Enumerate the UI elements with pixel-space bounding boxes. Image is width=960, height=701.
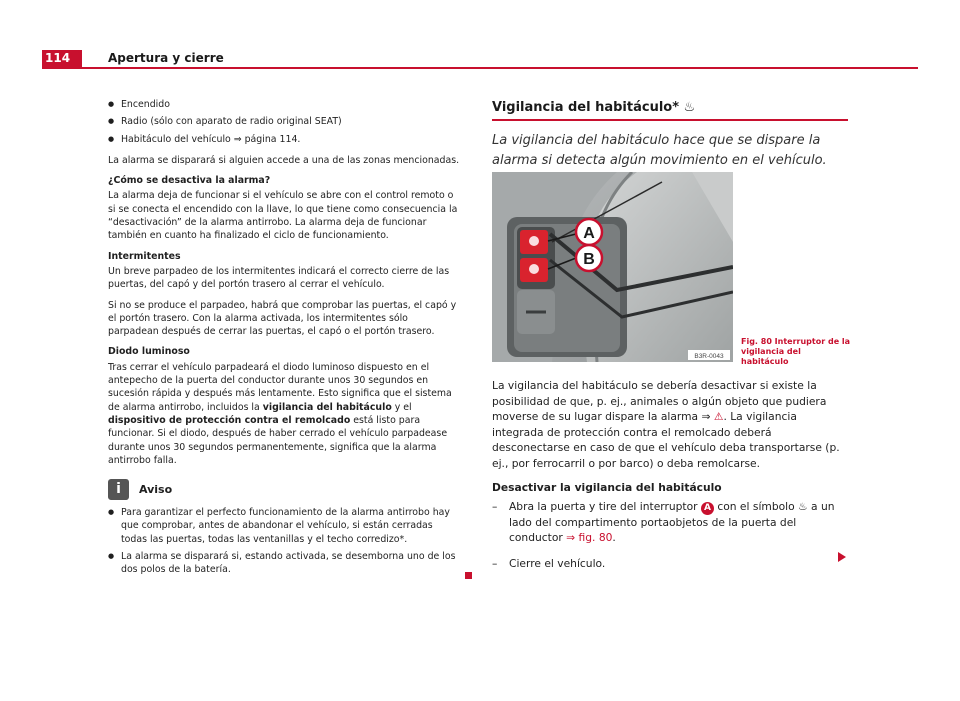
door-switch-illustration	[492, 172, 733, 362]
paragraph-indicators-1: Un breve parpadeo de los intermitentes indicará el correcto cierre de las puertas, del capó y del portón trasero al cerrar el vehículo.	[108, 265, 450, 291]
diode-text-d: dispositivo de protección contra el remolcado	[108, 414, 351, 426]
left-column	[108, 98, 460, 581]
diode-text-b: vigilancia del habitáculo	[262, 401, 392, 413]
callout-b: B	[583, 251, 595, 268]
callout-a-inline: A	[701, 502, 714, 515]
list-item: ● Radio (sólo con aparato de radio original SEAT)	[108, 115, 460, 128]
step-2: – Cierre el vehículo.	[492, 556, 848, 572]
note-header	[108, 479, 460, 500]
section-title: Vigilancia del habitáculo* ♨	[492, 100, 696, 115]
step1-text-c: .	[612, 531, 616, 544]
p1-text-b: . La vigilancia integrada de protección contra el remolcado deberá desconectarse en caso de que el vehículo deba transportarse (p. ej., por ferrocarril o por barco) o deba remolcarse.	[492, 410, 840, 470]
step1-text-a: Abra la puerta y tire del interruptor	[509, 499, 701, 513]
paragraph-diode	[108, 361, 460, 467]
right-column	[492, 98, 848, 171]
figure-caption: Fig. 80 Interruptor de la vigilancia del habitáculo	[741, 337, 851, 366]
info-icon: i	[108, 479, 129, 500]
paragraph-interior-monitoring	[492, 378, 848, 471]
p1-text-a: La vigilancia del habitáculo se debería desactivar si existe la posibilidad de que, p. ej., animales o algún objeto que pudiera moverse de su lugar dispare la alarma ⇒	[492, 379, 827, 423]
page-number: 114	[42, 50, 82, 67]
step-1	[492, 499, 848, 546]
figure-link[interactable]: ⇒ fig. 80	[566, 531, 613, 544]
callout-a: A	[583, 225, 595, 242]
note-item: ● La alarma se disparará si, estando activada, se desemborna uno de los dos polos de la batería.	[108, 550, 460, 577]
diode-text-c: y el	[391, 401, 412, 413]
subheading-deactivate-monitoring: Desactivar la vigilancia del habitáculo	[492, 481, 722, 494]
list-item: ● Encendido	[108, 98, 460, 111]
diode-text-e: está listo para funcionar. Si el diodo, después de haber cerrado el vehículo parpadease durante unos 30 segundos permanentemente, significa que la alarma antirrobo falla.	[108, 414, 448, 466]
diode-text-a: Tras cerrar el vehículo parpadeará el diodo luminoso dispuesto en el antepecho de la puerta del conductor durante unos 30 segundos en sucesión rápida y después más lentamente. Esto significa que el sistema de alarma antirrobo, incluidos la	[108, 361, 452, 413]
subheading-indicators: Intermitentes	[108, 250, 181, 262]
paragraph-deactivate: La alarma deja de funcionar si el vehículo se abre con el control remoto o si se conecta el encendido con la llave, lo que tiene como consecuencia la “desactivación” de la alarma antirrobo. La alarma deja de funcionar también en cuanto ha finalizado el ciclo de funcionamiento.	[108, 190, 458, 242]
header-rule	[42, 67, 918, 69]
section-end-marker	[465, 572, 472, 579]
header-title: Apertura y cierre	[108, 51, 224, 65]
list-item: ● Habitáculo del vehículo ⇒ página 114.	[108, 133, 460, 146]
figure-code: B3R-0043	[694, 353, 724, 360]
section-rule	[492, 119, 848, 121]
subheading-deactivate: ¿Cómo se desactiva la alarma?	[108, 175, 271, 187]
paragraph-indicators-2: Si no se produce el parpadeo, habrá que comprobar las puertas, el capó y el portón trasero. Con la alarma activada, los intermitentes sólo parpadean después de cerrar las puertas, el capó o el portón trasero.	[108, 299, 457, 338]
subheading-diode: Diodo luminoso	[108, 346, 190, 358]
step1-text-b: con el símbolo ♨ a un lado del compartimento portaobjetos de la puerta del conductor	[509, 499, 835, 544]
section-lead: La vigilancia del habitáculo hace que se dispare la alarma si detecta algún movimiento en el vehículo.	[492, 133, 827, 168]
figure-switch-photo	[492, 172, 733, 362]
note-item: ● Para garantizar el perfecto funcionamiento de la alarma antirrobo hay que comprobar, antes de abandonar el vehículo, si están cerradas todas las puertas, todas las ventanillas y el techo corredizo*.	[108, 506, 460, 546]
note-label: Aviso	[139, 482, 173, 496]
right-body	[492, 378, 848, 581]
paragraph-zones: La alarma se disparará si alguien accede a una de las zonas mencionadas.	[108, 154, 460, 166]
continue-arrow-icon	[838, 552, 846, 562]
warning-triangle-icon: ⚠	[713, 410, 724, 423]
